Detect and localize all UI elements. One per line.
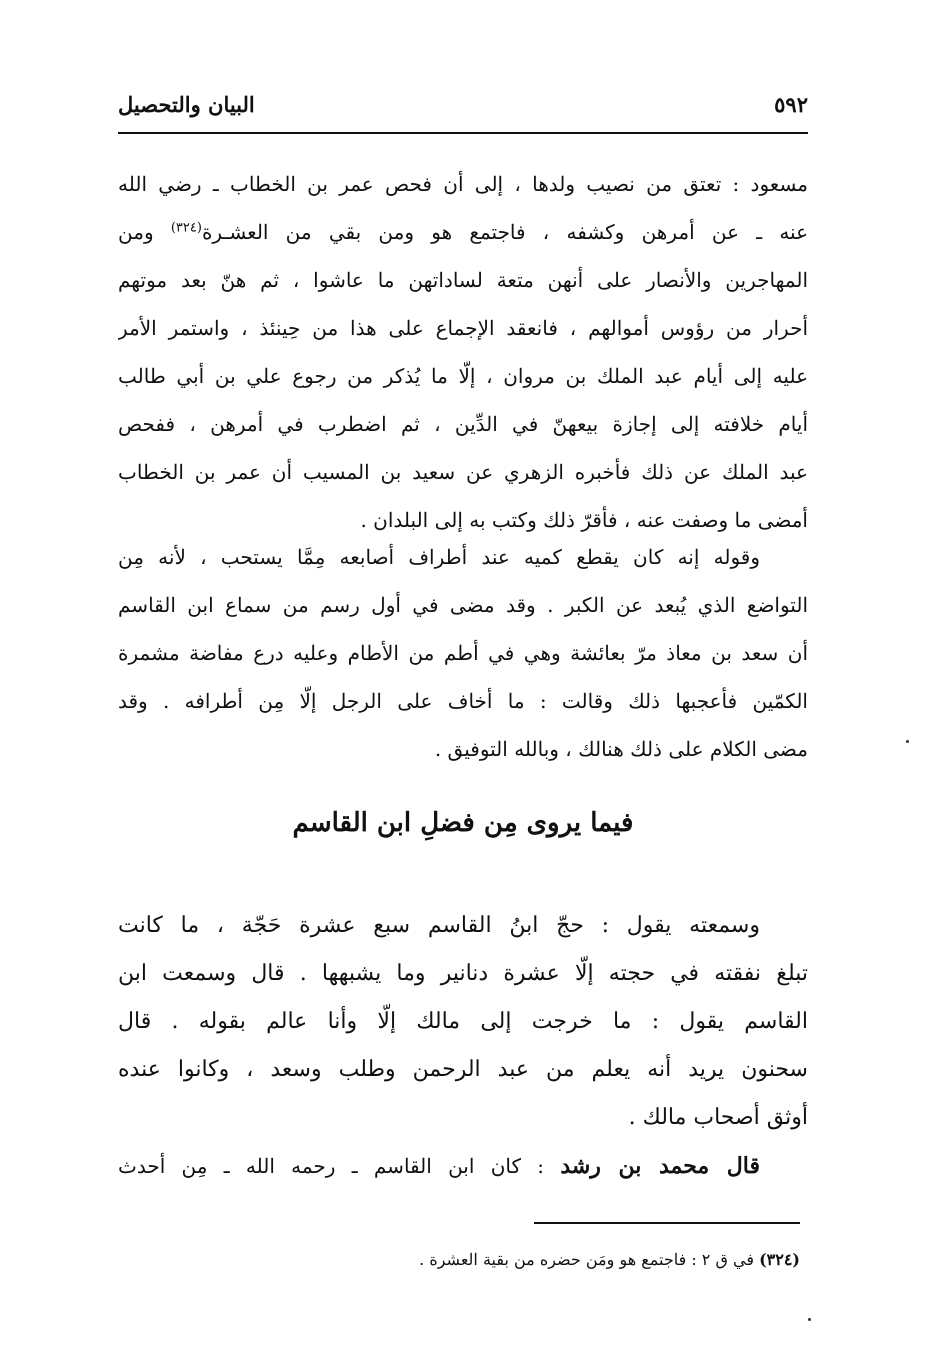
text-line: عبد الملك عن ذلك فأخبره الزهري عن سعيد بن المسيب أن عمر بن الخطاب <box>118 460 808 484</box>
header-rule <box>118 132 808 134</box>
scan-speck <box>906 740 909 743</box>
text-line: أن سعد بن معاذ مرّ بعائشة وهي في أطم من الأطام وعليه درع مفاضة مشمرة <box>118 641 808 665</box>
scan-speck <box>808 1318 811 1321</box>
text-line: الكمّين فأعجبها ذلك وقالت : ما أخاف على الرجل إلّا مِن أطرافه . وقد <box>118 689 808 713</box>
text-line: أوثق أصحاب مالك . <box>628 1105 808 1130</box>
footnote <box>300 1250 800 1269</box>
footnote-text: في ق ٢ : فاجتمع هو ومَن حضره من بقية العشرة . <box>419 1250 754 1269</box>
text-line: أحرار من رؤوس أموالهم ، فانعقد الإجماع على هذا من حِينئذ ، واستمر الأمر <box>118 316 808 340</box>
text-line: أمضى ما وصفت عنه ، فأقرّ ذلك وكتب به إلى البلدان . <box>360 508 808 532</box>
text-line-with-footnote <box>118 208 808 256</box>
text-line-tail: ومن <box>118 220 154 244</box>
speaker-lead: قال محمد بن رشد <box>560 1153 760 1179</box>
text-line: مضى الكلام على ذلك هنالك ، وبالله التوفيق . <box>434 737 808 761</box>
text-line: مسعود : تعتق من نصيب ولدها ، إلى أن فحص عمر بن الخطاب ـ رضي الله <box>118 172 808 196</box>
text-line: القاسم يقول : ما خرجت إلى مالك إلّا وأنا عالم بقوله . قال <box>118 1009 808 1034</box>
text-line <box>118 1142 808 1190</box>
footnote-separator <box>534 1222 800 1224</box>
text-line: أيام خلافته إلى إجازة بيعهنّ في الدِّين ، ثم اضطرب في أمرهن ، ففحص <box>118 412 808 436</box>
paragraph-3 <box>118 902 808 1142</box>
paragraph-2 <box>118 533 808 773</box>
text-line: عنه ـ عن أمرهن وكشفه ، فاجتمع هو ومن بقي من العشـرة <box>201 220 808 244</box>
paragraph-1 <box>118 160 808 544</box>
text-line: وسمعته يقول : حجّ ابنُ القاسم سبع عشرة حَجّة ، ما كانت <box>118 913 760 938</box>
text-line-body: : كان ابن القاسم ـ رحمه الله ـ مِن أحدث <box>118 1154 545 1178</box>
paragraph-4 <box>118 1142 808 1190</box>
text-line: المهاجرين والأنصار على أنهن متعة لساداتهن ما عاشوا ، ثم هنّ بعد موتهم <box>118 268 808 292</box>
text-line: وقوله إنه كان يقطع كميه عند أطراف أصابعه مِمَّا يستحب ، لأنه مِن <box>118 545 760 569</box>
page-number: ٥٩٢ <box>774 92 808 117</box>
text-line: التواضع الذي يُبعد عن الكبر . وقد مضى في أول رسم من سماع ابن القاسم <box>118 593 808 617</box>
book-title: البيان والتحصيل <box>118 92 255 117</box>
footnote-number: (٣٢٤) <box>759 1250 800 1269</box>
text-line: تبلغ نفقته في حجته إلّا عشرة دنانير وما يشبهها . قال وسمعت ابن <box>118 961 808 986</box>
text-line: سحنون يريد أنه يعلم من عبد الرحمن وطلب وسعد ، وكانوا عنده <box>118 1057 808 1082</box>
text-line: عليه إلى أيام عبد الملك بن مروان ، إلّا ما يُذكر من رجوع علي بن أبي طالب <box>118 364 808 388</box>
section-heading: فيما يروى مِن فضلِ ابن القاسم <box>292 808 634 838</box>
running-header <box>118 92 808 128</box>
footnote-reference: (٣٢٤) <box>170 220 202 236</box>
